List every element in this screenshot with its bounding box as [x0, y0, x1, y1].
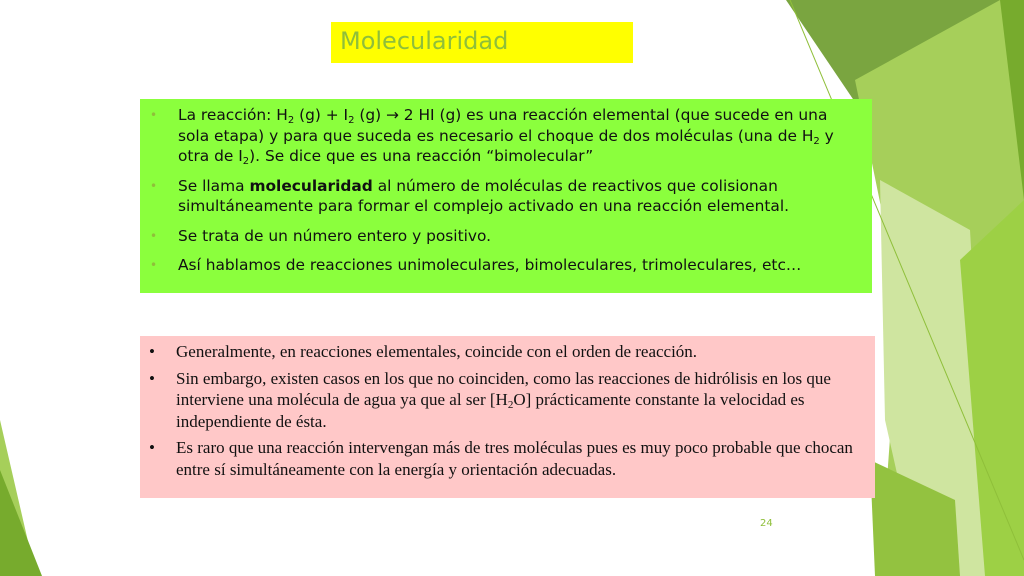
title-box: [331, 22, 633, 63]
bullet-glyph: •: [150, 228, 158, 243]
molecularidad-term: molecularidad: [249, 176, 373, 195]
pink-bullet-item: [149, 341, 861, 363]
bullet-text: O] prácticamente constante la velocidad es independiente de ésta.: [176, 390, 805, 431]
pink-text-box: [140, 336, 875, 498]
subscript: 2: [507, 399, 514, 411]
subscript: 2: [287, 115, 295, 126]
green-bullet-item: [150, 105, 858, 167]
green-bullet-item: [150, 255, 858, 276]
reaction-text: (g) → 2 HI (g) es una reacción elemental (que sucede en una sola etapa) y para que suceda es necesario el choque de dos moléculas (una de H: [178, 106, 828, 145]
pink-bullet-item: [149, 368, 861, 433]
green-bullet-item: [150, 176, 858, 217]
reaction-text: ). Se dice que es una reacción “bimolecular”: [249, 147, 594, 165]
bullet-glyph: •: [149, 342, 155, 361]
bullet-text: Generalmente, en reacciones elementales, coincide con el orden de reacción.: [176, 342, 698, 361]
bullet-glyph: •: [150, 258, 158, 272]
bullet-text: Es raro que una reacción intervengan más de tres moléculas pues es muy poco probable que chocan entre sí simultáneamente con la energía y orientación adecuadas.: [176, 438, 853, 479]
bullet-glyph: •: [150, 108, 158, 122]
reaction-text: y otra de I: [178, 126, 834, 165]
page-number: 24: [760, 518, 773, 529]
subscript: 2: [813, 135, 820, 147]
green-bullet-item: [150, 226, 858, 247]
reaction-text: La reacción: H: [178, 106, 288, 124]
pink-bullet-item: [149, 437, 861, 480]
bullet-glyph: •: [149, 438, 155, 457]
reaction-text: (g) + I: [294, 106, 349, 124]
subscript: 2: [242, 156, 250, 167]
bullet-text: Se trata de un número entero y positivo.: [178, 226, 492, 245]
bullet-text: Así hablamos de reacciones unimoleculares, bimoleculares, trimoleculares, etc…: [178, 256, 802, 274]
slide-title: Molecularidad: [340, 27, 509, 55]
bullet-glyph: •: [150, 178, 158, 193]
subscript: 2: [348, 115, 355, 126]
bullet-text: Sin embargo, existen casos en los que no coinciden, como las reacciones de hidrólisis en los que interviene una molécula de agua ya que al ser [H: [176, 368, 831, 409]
definition-text: Se llama: [178, 176, 250, 195]
green-text-box: [140, 99, 872, 293]
definition-text: al número de moléculas de reactivos que colisionan simultáneamente para formar el complejo activado en una reacción elemental.: [178, 176, 790, 215]
bullet-glyph: •: [149, 368, 155, 388]
